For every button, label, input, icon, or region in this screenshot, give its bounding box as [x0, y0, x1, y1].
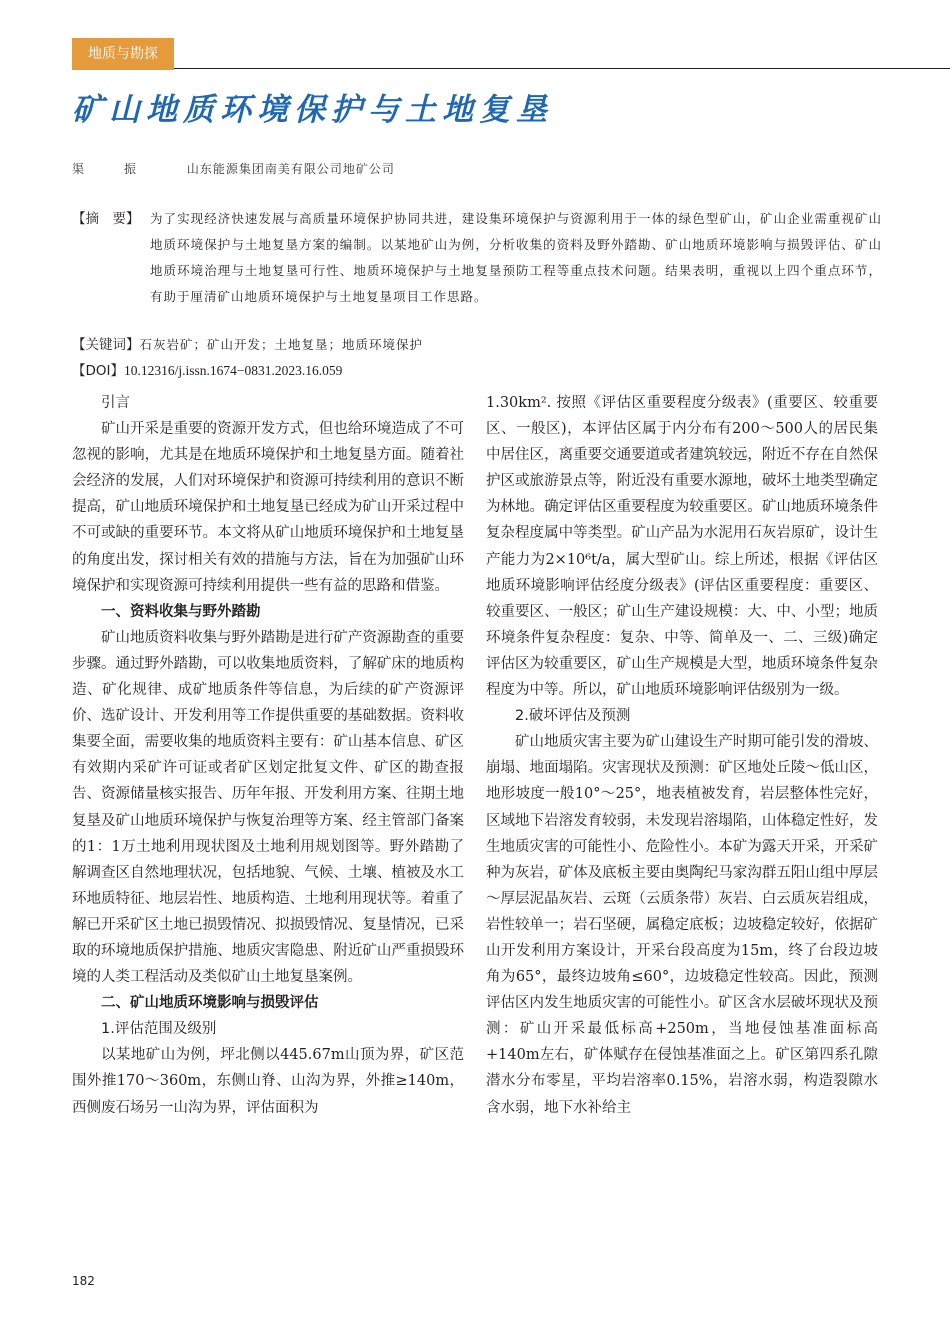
author-affiliation: 山东能源集团南美有限公司地矿公司 [186, 162, 395, 176]
heading-subsection-2-2: 2.破坏评估及预测 [515, 708, 631, 725]
keywords-label: 【关键词】 [72, 337, 140, 353]
author-name: 渠 振 [72, 162, 151, 176]
paragraph-section-1: 矿山地质资料收集与野外踏勘是进行矿产资源勘查的重要步骤。通过野外踏勘，可以收集地质资料，了解矿床的地质构造、矿化规律、成矿地质条件等信息，为后续的矿产资源评价、选矿设计、开发利用等工作提供重要的基础数据。资料收集要全面，需要收集的地质资料主要有：矿山基本信息、矿区有效期内采矿许可证或者矿区划定批复文件、矿区的勘查报告、资源储量核实报告、历年年报、开发利用方案、往期土地复垦及矿山地质环境保护与恢复治理等方案、经主管部门备案的1：1万土地利用现状图及土地利用规划图等。野外踏勘了解调查区自然地理状况，包括地貌、气候、土壤、植被及水工环地质特征、地层岩性、地质构造、土地利用现状等。着重了解已开采矿区土地已损毁情况、拟损毁情况、复垦情况，已采取的环境地质保护措施、地质灾害隐患、附近矿山严重损毁环境的人类工程活动及类似矿山土地复垦案例。 [72, 629, 464, 986]
header-rule [174, 68, 950, 69]
heading-section-1: 一、资料收集与野外踏勘 [101, 603, 261, 620]
keywords-text: 石灰岩矿；矿山开发；土地复垦；地质环境保护 [139, 337, 424, 352]
paragraph-intro: 矿山开采是重要的资源开发方式，但也给环境造成了不可忽视的影响，尤其是在地质环境保护和土地复垦方面。随着社会经济的发展，人们对环境保护和资源可持续利用的意识不断提高，矿山地质环境保护和土地复垦已经成为矿山开采过程中不可或缺的重要环节。本文将从矿山地质环境保护和土地复垦的角度出发，探讨相关有效的措施与方法，旨在为加强矿山环境保护和实现资源可持续利用提供一些有益的思路和借鉴。 [72, 421, 464, 594]
keywords [72, 334, 882, 356]
doi [72, 360, 882, 382]
heading-section-2: 二、矿山地质环境影响与损毁评估 [101, 995, 319, 1012]
author-line [72, 160, 395, 177]
heading-intro: 引言 [101, 395, 130, 411]
section-tag: 地质与勘探 [72, 38, 174, 70]
body-column-left [72, 390, 464, 1121]
paragraph-subsection-2-1: 以某地矿山为例，坪北侧以445.67m山顶为界，矿区范围外推170～360m，东侧山脊、山沟为界，外推≥140m，西侧废石场另一山沟为界，评估面积为 [72, 1047, 464, 1116]
body-column-right [486, 390, 878, 1121]
article-title: 矿山地质环境保护与土地复垦 [72, 92, 553, 128]
abstract [72, 206, 882, 310]
doi-text: 10.12316/j.issn.1674−0831.2023.16.059 [124, 363, 343, 378]
paragraph-subsection-2-2: 矿山地质灾害主要为矿山建设生产时期可能引发的滑坡、崩塌、地面塌陷。灾害现状及预测：矿区地处丘陵～低山区，地形坡度一般10°～25°，地表植被发育，岩层整体性完好，区域地下岩溶发育较弱，未发现岩溶塌陷，山体稳定性好，发生地质灾害的可能性小、危险性小。本矿为露天开采，开采矿种为灰岩，矿体及底板主要由奥陶纪马家沟群五阳山组中厚层～厚层泥晶灰岩、云斑（云质条带）灰岩、白云质灰岩组成，岩性较单一；岩石坚硬，属稳定底板；边坡稳定较好，依据矿山开发利用方案设计，开采台段高度为15m，终了台段边坡角为65°，最终边坡角≤60°，边坡稳定性较高。因此，预测评估区内发生地质灾害的可能性小。矿区含水层破坏现状及预测：矿山开采最低标高+250m，当地侵蚀基准面标高+140m左右，矿体赋存在侵蚀基准面之上。矿区第四系孔隙潜水分布零星，平均岩溶率0.15%，岩溶水弱，构造裂隙水含水弱，地下水补给主 [486, 734, 878, 1116]
heading-subsection-2-1: 1.评估范围及级别 [101, 1021, 217, 1038]
abstract-text: 为了实现经济快速发展与高质量环境保护协同共进，建设集环境保护与资源利用于一体的绿色型矿山，矿山企业需重视矿山地质环境保护与土地复垦方案的编制。以某地矿山为例，分析收集的资料及野外踏勘、矿山地质环境影响与损毁评估、矿山地质环境治理与土地复垦可行性、地质环境保护与土地复垦预防工程等重点技术问题。结果表明，重视以上四个重点环节，有助于厘清矿山地质环境保护与土地复垦项目工作思路。 [150, 211, 882, 304]
page-number: 182 [72, 1274, 95, 1288]
paragraph-continued: 1.30km². 按照《评估区重要程度分级表》(重要区、较重要区、一般区)，本评估区属于内分布有200～500人的居民集中居住区，离重要交通要道或者建筑较远，附近不存在自然保护区或旅游景点等，附近没有重要水源地，破坏土地类型确定为林地。确定评估区重要程度为较重要区。矿山地质环境条件复杂程度属中等类型。矿山产品为水泥用石灰岩原矿，设计生产能力为2×10⁶t/a，属大型矿山。综上所述，根据《评估区地质环境影响评估经度分级表》(评估区重要程度：重要区、较重要区、一般区；矿山生产建设规模：大、中、小型；地质环境条件复杂程度：复杂、中等、简单及一、二、三级)确定评估区为较重要区，矿山生产规模是大型，地质环境条件复杂程度为中等。所以，矿山地质环境影响评估级别为一级。 [486, 395, 878, 699]
doi-label: 【DOI】 [72, 363, 125, 379]
abstract-label: 【摘 要】 [72, 211, 140, 227]
